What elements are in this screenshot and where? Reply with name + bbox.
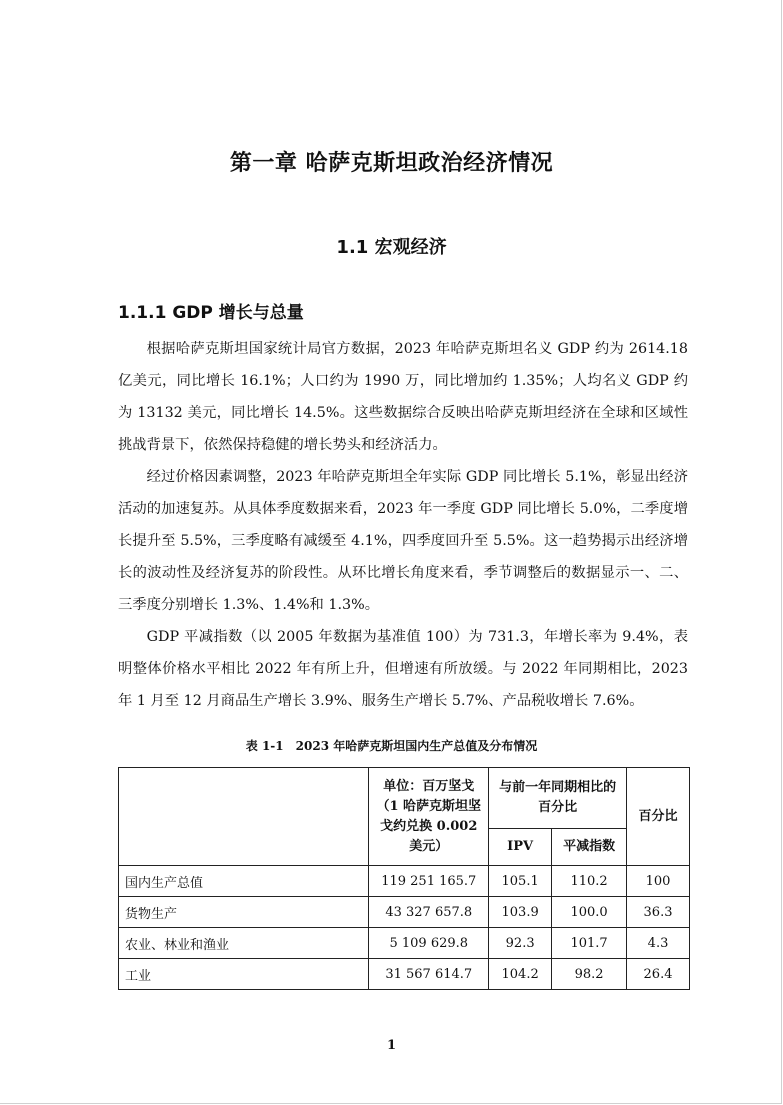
- table-row: [119, 866, 690, 897]
- header-unit: 单位：百万坚戈（1 哈萨克斯坦坚戈约兑换 0.002 美元）: [369, 768, 489, 866]
- table-caption: 表 1-1 2023 年哈萨克斯坦国内生产总值及分布情况: [245, 739, 538, 753]
- row-percent: 26.4: [627, 959, 690, 990]
- row-label: 农业、林业和渔业: [119, 928, 369, 959]
- header-deflator: 平减指数: [552, 829, 627, 866]
- header-ipv: IPV: [489, 829, 552, 866]
- header-blank: [119, 768, 369, 866]
- row-value: 43 327 657.8: [369, 897, 489, 928]
- row-value: 5 109 629.8: [369, 928, 489, 959]
- row-ipv: 92.3: [489, 928, 552, 959]
- row-deflator: 110.2: [552, 866, 627, 897]
- row-value: 119 251 165.7: [369, 866, 489, 897]
- row-deflator: 98.2: [552, 959, 627, 990]
- row-label: 工业: [119, 959, 369, 990]
- row-ipv: 103.9: [489, 897, 552, 928]
- row-label: 国内生产总值: [119, 866, 369, 897]
- table-row: [119, 897, 690, 928]
- table-row: [119, 928, 690, 959]
- row-deflator: 101.7: [552, 928, 627, 959]
- row-percent: 36.3: [627, 897, 690, 928]
- body-text: [118, 333, 688, 717]
- row-ipv: 104.2: [489, 959, 552, 990]
- table-row: [119, 959, 690, 990]
- row-percent: 4.3: [627, 928, 690, 959]
- page-number: 1: [386, 1038, 397, 1053]
- paragraph: GDP 平减指数（以 2005 年数据为基准值 100）为 731.3，年增长率为 9.4%，表明整体价格水平相比 2022 年有所上升，但增速有所放缓。与 2022 年同期相比，2023 年 1 月至 12 月商品生产增长 3.9%、服务生产增长 5.7%、产品税收增长 7.6%。: [118, 629, 688, 709]
- paragraph: 经过价格因素调整，2023 年哈萨克斯坦全年实际 GDP 同比增长 5.1%，彰显出经济活动的加速复苏。从具体季度数据来看，2023 年一季度 GDP 同比增长 5.0%，二季度增长提升至 5.5%，三季度略有减缓至 4.1%，四季度回升至 5.5%。这一趋势揭示出经济增长的波动性及经济复苏的阶段性。从环比增长角度来看，季节调整后的数据显示一、二、三季度分别增长 1.3%、1.4%和 1.3%。: [118, 469, 688, 613]
- paragraph: 根据哈萨克斯坦国家统计局官方数据，2023 年哈萨克斯坦名义 GDP 约为 2614.18 亿美元，同比增长 16.1%；人口约为 1990 万，同比增加约 1.35%；人均名义 GDP 约为 13132 美元，同比增长 14.5%。这些数据综合反映出哈萨克斯坦经济在全球和区域性挑战背景下，依然保持稳健的增长势头和经济活力。: [118, 341, 688, 453]
- row-deflator: 100.0: [552, 897, 627, 928]
- header-compare: 与前一年同期相比的百分比: [489, 768, 627, 829]
- table-header-row: [119, 768, 690, 829]
- row-label: 货物生产: [119, 897, 369, 928]
- subsection-title: 1.1.1 GDP 增长与总量: [118, 303, 304, 323]
- header-percent: 百分比: [627, 768, 690, 866]
- row-ipv: 105.1: [489, 866, 552, 897]
- gdp-table: [118, 767, 690, 990]
- section-title: 1.1 宏观经济: [336, 237, 447, 258]
- chapter-title: 第一章 哈萨克斯坦政治经济情况: [229, 151, 554, 176]
- row-percent: 100: [627, 866, 690, 897]
- row-value: 31 567 614.7: [369, 959, 489, 990]
